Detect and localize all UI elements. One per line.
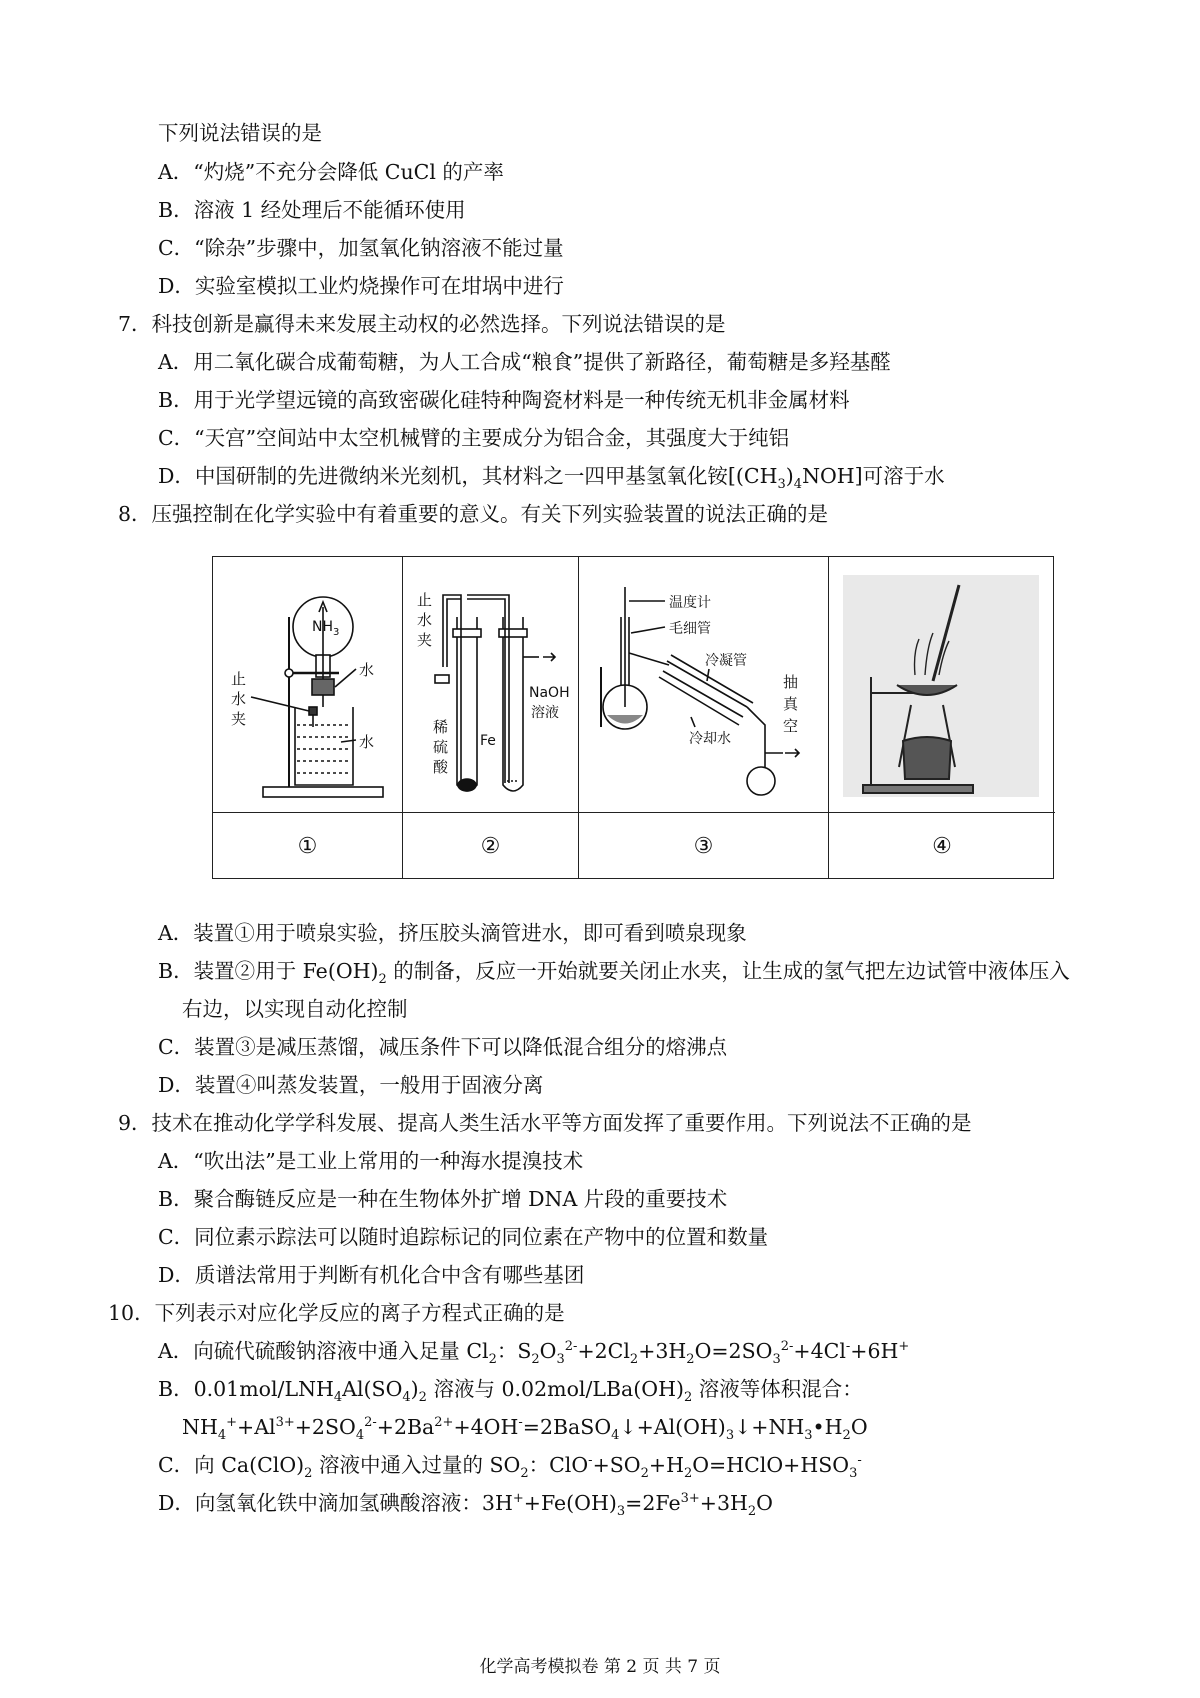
formula-segment: + bbox=[898, 1339, 910, 1355]
q8-option-d: D．装置④叫蒸发装置，一般用于固液分离 bbox=[158, 1073, 544, 1097]
formula-segment: =2Fe bbox=[625, 1491, 681, 1515]
formula-segment: 4 bbox=[333, 1390, 343, 1406]
formula-segment: ) bbox=[410, 1377, 419, 1401]
formula-segment: 4 bbox=[402, 1390, 411, 1406]
apparatus-figure-table bbox=[212, 556, 1054, 879]
q10-stem: 10．下列表示对应化学反应的离子方程式正确的是 bbox=[108, 1301, 565, 1325]
label-clamp2-3: 夹 bbox=[417, 631, 433, 649]
formula-segment: 2 bbox=[629, 1352, 639, 1368]
q8-stem: 8．压强控制在化学实验中有着重要的意义。有关下列实验装置的说法正确的是 bbox=[118, 502, 829, 526]
label-acid-1: 稀 bbox=[433, 718, 449, 736]
label-nh3: $NH_3$ bbox=[312, 619, 340, 638]
formula-segment: +2Cl bbox=[577, 1339, 630, 1363]
formula-segment: 3 bbox=[772, 1352, 781, 1368]
formula-segment: O bbox=[756, 1491, 773, 1515]
label-vacuum-1: 抽 bbox=[783, 673, 799, 691]
formula-segment: +H bbox=[648, 1453, 684, 1477]
formula-segment: A．向硫代硫酸钠溶液中通入足量 Cl bbox=[158, 1339, 489, 1363]
formula-segment: +2Ba bbox=[376, 1415, 435, 1439]
q7-option-a: A．用二氧化碳合成葡萄糖，为人工合成“粮食”提供了新路径，葡萄糖是多羟基醛 bbox=[158, 350, 891, 374]
q6-option-c: C．“除杂”步骤中，加氢氧化钠溶液不能过量 bbox=[158, 236, 564, 260]
apparatus-1-fountain bbox=[213, 557, 402, 813]
formula-segment: 2- bbox=[564, 1339, 578, 1355]
formula-segment: 2 bbox=[520, 1466, 529, 1482]
q6-option-d: D．实验室模拟工业灼烧操作可在坩埚中进行 bbox=[158, 274, 564, 298]
label-acid-3: 酸 bbox=[433, 758, 449, 776]
formula-segment: ：S bbox=[496, 1339, 532, 1363]
formula-segment: 溶液等体积混合： bbox=[692, 1377, 863, 1401]
formula-segment: + bbox=[512, 1491, 524, 1507]
formula-segment: =2BaSO bbox=[522, 1415, 612, 1439]
apparatus-3-vacuum-distillation bbox=[579, 557, 828, 813]
formula-segment: 4 bbox=[217, 1428, 227, 1444]
q10-option-b-equation bbox=[182, 1415, 868, 1444]
formula-segment: +SO bbox=[592, 1453, 641, 1477]
formula-segment: O bbox=[539, 1339, 557, 1363]
formula-segment: NH bbox=[182, 1415, 218, 1439]
q7-option-c: C．“天宫”空间站中太空机械臂的主要成分为铝合金，其强度大于纯铝 bbox=[158, 426, 790, 450]
q7-option-b: B．用于光学望远镜的高致密碳化硅特种陶瓷材料是一种传统无机非金属材料 bbox=[158, 388, 850, 412]
formula-segment: + bbox=[226, 1415, 238, 1431]
apparatus-cell-2 bbox=[403, 557, 579, 878]
formula-segment: +6H bbox=[850, 1339, 899, 1363]
q6-option-b: B．溶液 1 经处理后不能循环使用 bbox=[158, 198, 466, 222]
label-vacuum-3: 空 bbox=[783, 717, 799, 735]
label-clamp-2: 水 bbox=[231, 690, 247, 708]
formula-segment: 2 bbox=[686, 1352, 695, 1368]
formula-segment: ↓+Al(OH) bbox=[619, 1415, 726, 1439]
formula-segment: 3 bbox=[725, 1428, 735, 1444]
label-condenser: 冷凝管 bbox=[705, 653, 747, 669]
label-capillary: 毛细管 bbox=[669, 621, 711, 637]
formula-segment: 2- bbox=[364, 1415, 377, 1431]
formula-segment: 2+ bbox=[434, 1415, 454, 1431]
formula-segment: 3 bbox=[849, 1466, 858, 1482]
formula-segment: B．0.01mol/LNH bbox=[158, 1377, 334, 1401]
q9-option-d: D．质谱法常用于判断有机化合中含有哪些基团 bbox=[158, 1263, 585, 1287]
formula-segment: 3 bbox=[556, 1352, 565, 1368]
label-clamp-1: 止 bbox=[231, 670, 247, 688]
formula-segment: 溶液与 0.02mol/LBa(OH) bbox=[426, 1377, 684, 1401]
formula-segment: - bbox=[588, 1453, 593, 1469]
q9-option-b: B．聚合酶链反应是一种在生物体外扩增 DNA 片段的重要技术 bbox=[158, 1187, 728, 1211]
formula-segment: 2 bbox=[747, 1504, 757, 1520]
formula-segment: ：ClO bbox=[528, 1453, 589, 1477]
formula-segment: ↓+NH bbox=[734, 1415, 805, 1439]
label-naoh: NaOH bbox=[529, 685, 570, 701]
label-acid-2: 硫 bbox=[433, 738, 449, 756]
formula-segment: 3+ bbox=[275, 1415, 295, 1431]
q9-stem: 9．技术在推动化学学科发展、提高人类生活水平等方面发挥了重要作用。下列说法不正确的是 bbox=[118, 1111, 972, 1135]
q9-option-c: C．同位素示踪法可以随时追踪标记的同位素在产物中的位置和数量 bbox=[158, 1225, 769, 1249]
formula-segment: 溶液中通入过量的 SO bbox=[312, 1453, 521, 1477]
label-thermometer: 温度计 bbox=[669, 595, 711, 611]
apparatus-number-3: ③ bbox=[693, 834, 714, 859]
formula-segment: C．向 Ca(ClO) bbox=[158, 1453, 305, 1477]
label-clamp2-1: 止 bbox=[417, 591, 433, 609]
label-clamp-3: 夹 bbox=[231, 710, 247, 728]
formula-segment: - bbox=[518, 1415, 523, 1431]
q8-option-a: A．装置①用于喷泉实验，挤压胶头滴管进水，即可看到喷泉现象 bbox=[158, 921, 747, 945]
q10-option-d bbox=[158, 1491, 773, 1520]
formula-segment: O bbox=[850, 1415, 868, 1439]
q7-option-d: D．中国研制的先进微纳米光刻机，其材料之一四甲基氢氧化铵$[(CH_3)_4NOH]$可溶于水 bbox=[158, 464, 945, 493]
formula-segment: +2SO bbox=[294, 1415, 356, 1439]
formula-segment: 2 bbox=[842, 1428, 851, 1444]
formula-segment: 2 bbox=[640, 1466, 649, 1482]
q8-option-b-continuation: 右边，以实现自动化控制 bbox=[182, 997, 408, 1021]
q10-option-c bbox=[158, 1453, 862, 1482]
formula-segment: 3+ bbox=[680, 1491, 700, 1507]
formula-segment: 2 bbox=[488, 1352, 497, 1368]
page-footer: 化学高考模拟卷 第 2 页 共 7 页 bbox=[479, 1657, 721, 1677]
formula-segment: •H bbox=[812, 1415, 843, 1439]
formula-segment: +3H bbox=[638, 1339, 687, 1363]
formula-segment: +Fe(OH) bbox=[523, 1491, 617, 1515]
apparatus-number-2: ② bbox=[480, 834, 501, 859]
apparatus-cell-1 bbox=[213, 557, 403, 878]
q6-stem: 下列说法错误的是 bbox=[158, 121, 322, 145]
label-water-top: 水 bbox=[359, 661, 375, 679]
apparatus-number-4: ④ bbox=[932, 834, 952, 859]
formula-segment: 3 bbox=[804, 1428, 813, 1444]
label-clamp2-2: 水 bbox=[417, 611, 433, 629]
formula-segment: 4 bbox=[355, 1428, 365, 1444]
q8-option-b: B．装置②用于 $Fe(OH)_2$ 的制备，反应一开始就要关闭止水夹，让生成的氢气把左边试管中液体压入 bbox=[158, 959, 1070, 988]
q10-option-b bbox=[158, 1377, 863, 1406]
label-cooling-water: 冷却水 bbox=[689, 731, 731, 747]
formula-segment: 2 bbox=[304, 1466, 313, 1482]
formula-segment: +3H bbox=[699, 1491, 748, 1515]
label-fe: Fe bbox=[480, 733, 496, 749]
formula-segment: +4Cl bbox=[793, 1339, 846, 1363]
formula-segment: O=2SO bbox=[694, 1339, 773, 1363]
label-water-bottom: 水 bbox=[359, 733, 375, 751]
q9-option-a: A．“吹出法”是工业上常用的一种海水提溴技术 bbox=[158, 1149, 584, 1173]
formula-segment: 3 bbox=[616, 1504, 626, 1520]
formula-segment: 2 bbox=[683, 1466, 693, 1482]
formula-segment: - bbox=[857, 1453, 862, 1469]
apparatus-cell-3 bbox=[579, 557, 829, 878]
formula-segment: Al(SO bbox=[342, 1377, 403, 1401]
q6-option-a: A．“灼烧”不充分会降低 CuCl 的产率 bbox=[158, 160, 504, 184]
apparatus-cell-4 bbox=[829, 557, 1055, 878]
formula-segment: O=HClO+HSO bbox=[692, 1453, 850, 1477]
apparatus-4-evaporation bbox=[829, 557, 1055, 813]
formula-segment: D．向氢氧化铁中滴加氢碘酸溶液：3H bbox=[158, 1491, 513, 1515]
formula-segment: 4 bbox=[611, 1428, 620, 1444]
formula-segment: 2- bbox=[780, 1339, 794, 1355]
q10-option-a bbox=[158, 1339, 910, 1368]
formula-segment: - bbox=[845, 1339, 851, 1355]
formula-segment: 2 bbox=[531, 1352, 540, 1368]
apparatus-2-feoh2 bbox=[403, 557, 578, 813]
formula-segment: 2 bbox=[683, 1390, 693, 1406]
apparatus-number-1: ① bbox=[297, 834, 318, 859]
label-naoh-solution: 溶液 bbox=[531, 705, 559, 721]
label-vacuum-2: 真 bbox=[783, 695, 799, 713]
formula-segment: +4OH bbox=[453, 1415, 519, 1439]
q7-stem: 7．科技创新是赢得未来发展主动权的必然选择。下列说法错误的是 bbox=[118, 312, 726, 336]
q8-option-c: C．装置③是减压蒸馏，减压条件下可以降低混合组分的熔沸点 bbox=[158, 1035, 728, 1059]
formula-segment: 2 bbox=[418, 1390, 427, 1406]
formula-segment: +Al bbox=[237, 1415, 276, 1439]
